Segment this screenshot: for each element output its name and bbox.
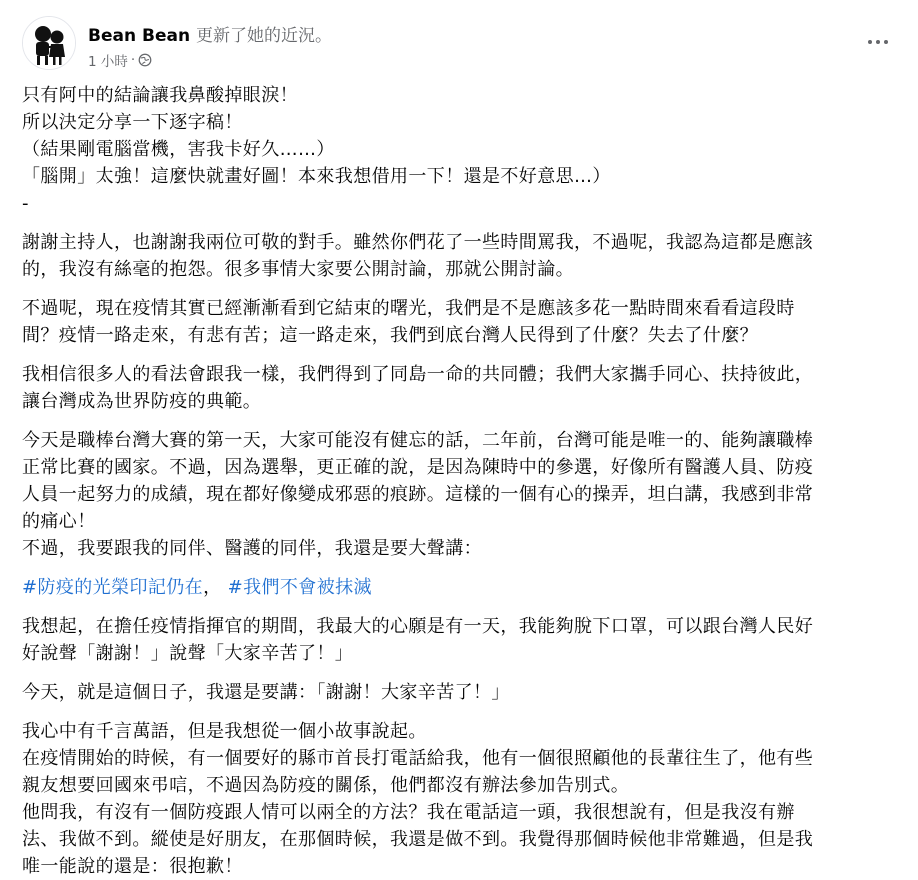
paragraph-1: [22, 229, 898, 283]
text-line: 人員一起努力的成績，現在都好像變成邪惡的痕跡。這樣的一個有心的操弄，坦白講，我感到非常: [22, 484, 814, 505]
text-line: 今天，就是這個日子，我還是要講：「謝謝！大家辛苦了！」: [22, 682, 510, 703]
hashtag-line: [22, 574, 898, 601]
paragraph-2: [22, 295, 898, 349]
author-line: [88, 21, 332, 46]
more-options-icon-dot: [876, 40, 880, 44]
text-line: 法、我做不到。縱使是好朋友，在那個時候，我還是做不到。我覺得那個時候他非常難過，但是我: [22, 829, 814, 850]
hashtag-paragraph: [22, 574, 898, 601]
paragraph-8: [22, 718, 898, 880]
more-options-icon-dot: [868, 40, 872, 44]
hashtag-link[interactable]: #我們不會被抹滅: [227, 577, 372, 598]
text-line: 唯一能說的還是：很抱歉！: [22, 856, 243, 877]
post-body: [22, 82, 898, 880]
meta-separator: ·: [130, 52, 136, 68]
text-line: 讓台灣成為世界防疫的典範。: [22, 391, 262, 412]
text-line: 不過呢，現在疫情其實已經漸漸看到它結束的曙光，我們是不是應該多花一點時間來看看這段時: [22, 298, 795, 319]
text-line: 不過，我要跟我的同伴、醫護的同伴，我還是要大聲講：: [22, 538, 482, 559]
text-line: 只有阿中的結論讓我鼻酸掉眼淚！: [22, 85, 298, 106]
globe-icon[interactable]: [138, 53, 152, 67]
text-line: 親友想要回國來弔唁，不過因為防疫的關係，他們都沒有辦法參加告別式。: [22, 775, 630, 796]
paragraph-6: [22, 613, 898, 667]
hashtag-separator: ，: [203, 577, 222, 598]
post-meta: [88, 50, 152, 70]
more-options-button[interactable]: [860, 24, 896, 60]
paragraph-4: [22, 427, 898, 562]
paragraph-3: [22, 361, 898, 415]
text-line: 間？疫情一路走來，有悲有苦；這一路走來，我們到底台灣人民得到了什麼？失去了什麼？: [22, 325, 758, 346]
text-line: 好說聲「謝謝！」說聲「大家辛苦了！」: [22, 643, 354, 664]
text-line: 今天是職棒台灣大賽的第一天，大家可能沒有健忘的話，二年前，台灣可能是唯一的、能夠讓職棒: [22, 430, 814, 451]
text-line: 的，我沒有絲毫的抱怨。很多事情大家要公開討論，那就公開討論。: [22, 259, 574, 280]
hashtag-link[interactable]: #防疫的光榮印記仍在: [22, 577, 204, 598]
post-timestamp[interactable]: 1 小時: [88, 54, 128, 70]
intro-paragraph: [22, 82, 898, 217]
more-options-icon-dot: [884, 40, 888, 44]
post-header: [22, 14, 896, 74]
text-line: 「腦開」太強！這麼快就畫好圖！本來我想借用一下！還是不好意思…）: [22, 166, 611, 187]
text-line: 我想起，在擔任疫情指揮官的期間，我最大的心願是有一天，我能夠脫下口罩，可以跟台灣人民好: [22, 616, 814, 637]
author-name[interactable]: Bean Bean: [88, 26, 191, 46]
paragraph-7: [22, 679, 898, 706]
avatar-silhouette-icon: [23, 17, 75, 69]
text-line: 所以決定分享一下逐字稿！: [22, 112, 243, 133]
text-line: -: [22, 193, 29, 214]
text-line: 我相信很多人的看法會跟我一樣，我們得到了同島一命的共同體；我們大家攜手同心、扶持彼此，: [22, 364, 814, 385]
text-line: 我心中有千言萬語，但是我想從一個小故事說起。: [22, 721, 427, 742]
text-line: 正常比賽的國家。不過，因為選舉，更正確的說，是因為陳時中的參選，好像所有醫護人員、防疫: [22, 457, 814, 478]
text-line: 在疫情開始的時候，有一個要好的縣市首長打電話給我，他有一個很照顧他的長輩往生了，他有些: [22, 748, 814, 769]
text-line: 的痛心！: [22, 511, 96, 532]
text-line: 謝謝主持人，也謝謝我兩位可敬的對手。雖然你們花了一些時間罵我，不過呢，我認為這都是應該: [22, 232, 814, 253]
text-line: 他問我，有沒有一個防疫跟人情可以兩全的方法？我在電話這一頭，我很想說有，但是我沒有辦: [22, 802, 795, 823]
text-line: （結果剛電腦當機，害我卡好久……）: [22, 139, 335, 160]
avatar[interactable]: [22, 16, 76, 70]
author-action: 更新了她的近況。: [196, 26, 333, 46]
